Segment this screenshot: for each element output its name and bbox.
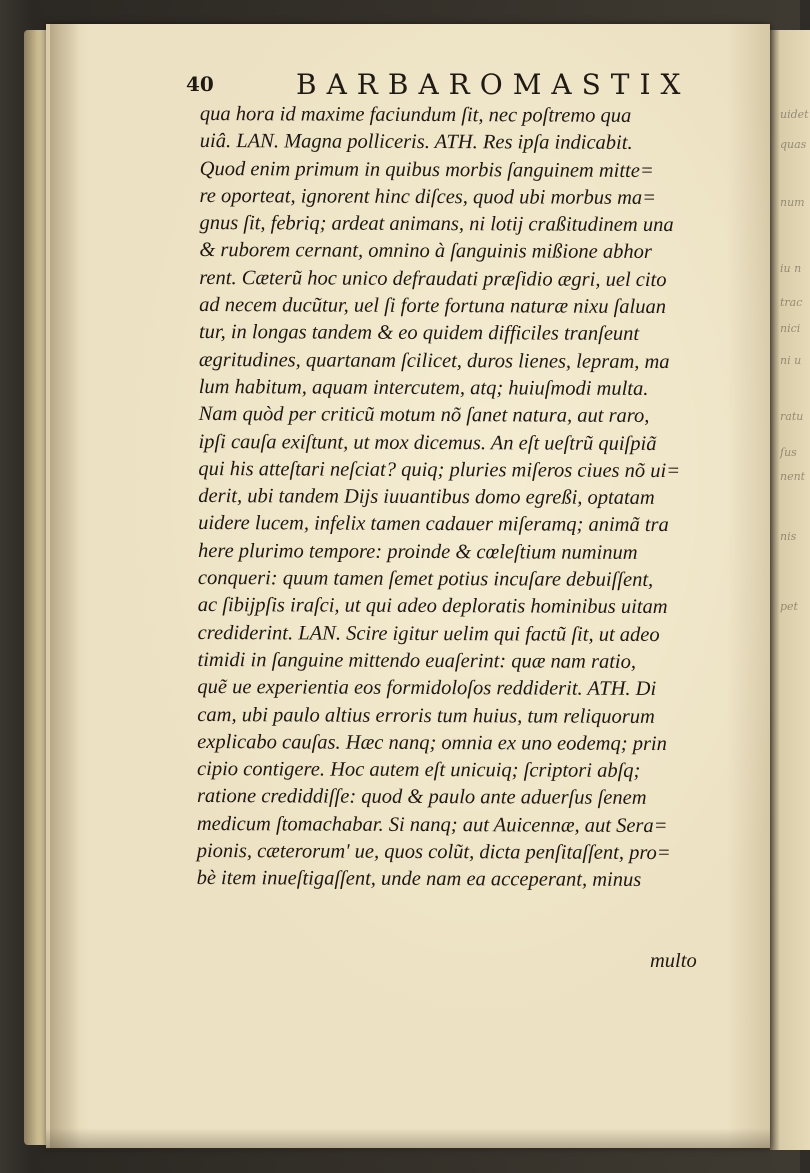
text-line: lum habitum, aquam intercutem, atq; huiuſmodi multa.: [198, 375, 649, 400]
body-text: [197, 101, 740, 895]
text-line: conqueri: quum tamen ſemet potius incuſare debuiſſent,: [197, 567, 654, 592]
adjacent-page-fragment: nici: [780, 322, 801, 335]
text-line: re oporteat, ignorent hinc diſces, quod ubi morbus ma=: [199, 184, 657, 209]
text-line: uiâ. LAN. Magna polliceris. ATH. Res ipſa indicabit.: [199, 130, 633, 155]
text-line: rent. Cæterũ hoc unico defraudati præſidio ægri, uel cito: [199, 266, 667, 291]
adjacent-page-fragment: ratu: [780, 410, 804, 423]
text-line: Nam quòd per criticũ motum nõ ſanet natura, aut raro,: [198, 403, 650, 428]
gutter-shadow: [50, 24, 80, 1148]
text-line: cam, ubi paulo altius erroris tum huius, tum reliquorum: [197, 703, 655, 728]
text-line: explicabo cauſas. Hæc nanq; omnia ex uno eodemq; prin: [197, 730, 667, 755]
page-header: [186, 68, 706, 102]
adjacent-page-fragment: nis: [780, 530, 797, 543]
adjacent-page-fragment: trac: [780, 296, 803, 309]
text-line: ad necem ducũtur, uel ſi forte fortuna naturæ nixu ſaluan: [199, 294, 667, 319]
text-line: pionis, cæterorum' ue, quos colũt, dicta penſitaſſent, pro=: [196, 840, 671, 865]
adjacent-page-fragment: pet: [780, 600, 798, 613]
text-line: ratione crediddiſſe: quod & paulo ante aduerſus ſenem: [196, 785, 647, 810]
text-line: derit, ubi tandem Dijs iuuantibus domo egreßi, optatam: [198, 485, 655, 510]
page-number: 40: [186, 72, 214, 96]
text-line: timidi in ſanguine mittendo euaſerint: quæ nam ratio,: [197, 648, 637, 673]
text-line: gnus ſit, febriq; ardeat animans, ni lotij craßitudinem una: [199, 212, 674, 237]
text-line: cipio contigere. Hoc autem eſt unicuiq; ſcriptori abſq;: [197, 758, 641, 783]
text-line: Quod enim primum in quibus morbis ſanguinem mitte=: [199, 157, 654, 182]
running-title: BARBAROMASTIX: [296, 68, 691, 101]
adjacent-page-fragment: quas: [780, 138, 807, 151]
text-line: ac ſibijpſis iraſci, ut qui adeo deploratis hominibus uitam: [197, 594, 668, 619]
adjacent-page-fragment: ſus: [780, 446, 797, 459]
adjacent-page-fragment: ni u: [780, 354, 802, 367]
text-line: quẽ ue experientia eos formidoloſos reddiderit. ATH. Di: [197, 676, 657, 701]
text-line: tur, in longas tandem & eo quidem difficiles tranſeunt: [198, 321, 640, 346]
text-line: here plurimo tempore: proinde & cœleſtium numinum: [197, 539, 638, 564]
text-line: uidere lucem, infelix tamen cadauer miſeramq; animã tra: [198, 512, 669, 537]
page-bottom-shadow: [46, 1128, 770, 1150]
text-line: medicum ſtomachabar. Si nanq; aut Auicennæ, aut Sera=: [196, 812, 668, 837]
text-line: & ruborem cernant, omnino à ſanguinis mißione abhor: [199, 239, 652, 264]
adjacent-page-fragment: num: [780, 196, 805, 209]
text-line: qui his atteſtari neſciat? quiq; pluries miſeros ciues nõ ui=: [198, 457, 681, 482]
adjacent-page-fragment: iu n: [780, 262, 802, 275]
catchword: multo: [650, 950, 697, 972]
text-line: ipſi cauſa exiſtunt, ut mox dicemus. An eſt ueſtrũ quiſpiã: [198, 430, 657, 455]
text-line: ægritudines, quartanam ſcilicet, duros lienes, lepram, ma: [198, 348, 670, 373]
text-line: qua hora id maxime faciundum ſit, nec poſtremo qua: [199, 102, 632, 127]
adjacent-page-fragment: nent: [780, 470, 806, 483]
text-line: crediderint. LAN. Scire igitur uelim qui factũ ſit, ut adeo: [197, 621, 660, 646]
text-line: bè item inueſtigaſſent, unde nam ea acceperant, minus: [196, 867, 642, 892]
adjacent-page-fragment: uidet: [780, 108, 809, 121]
